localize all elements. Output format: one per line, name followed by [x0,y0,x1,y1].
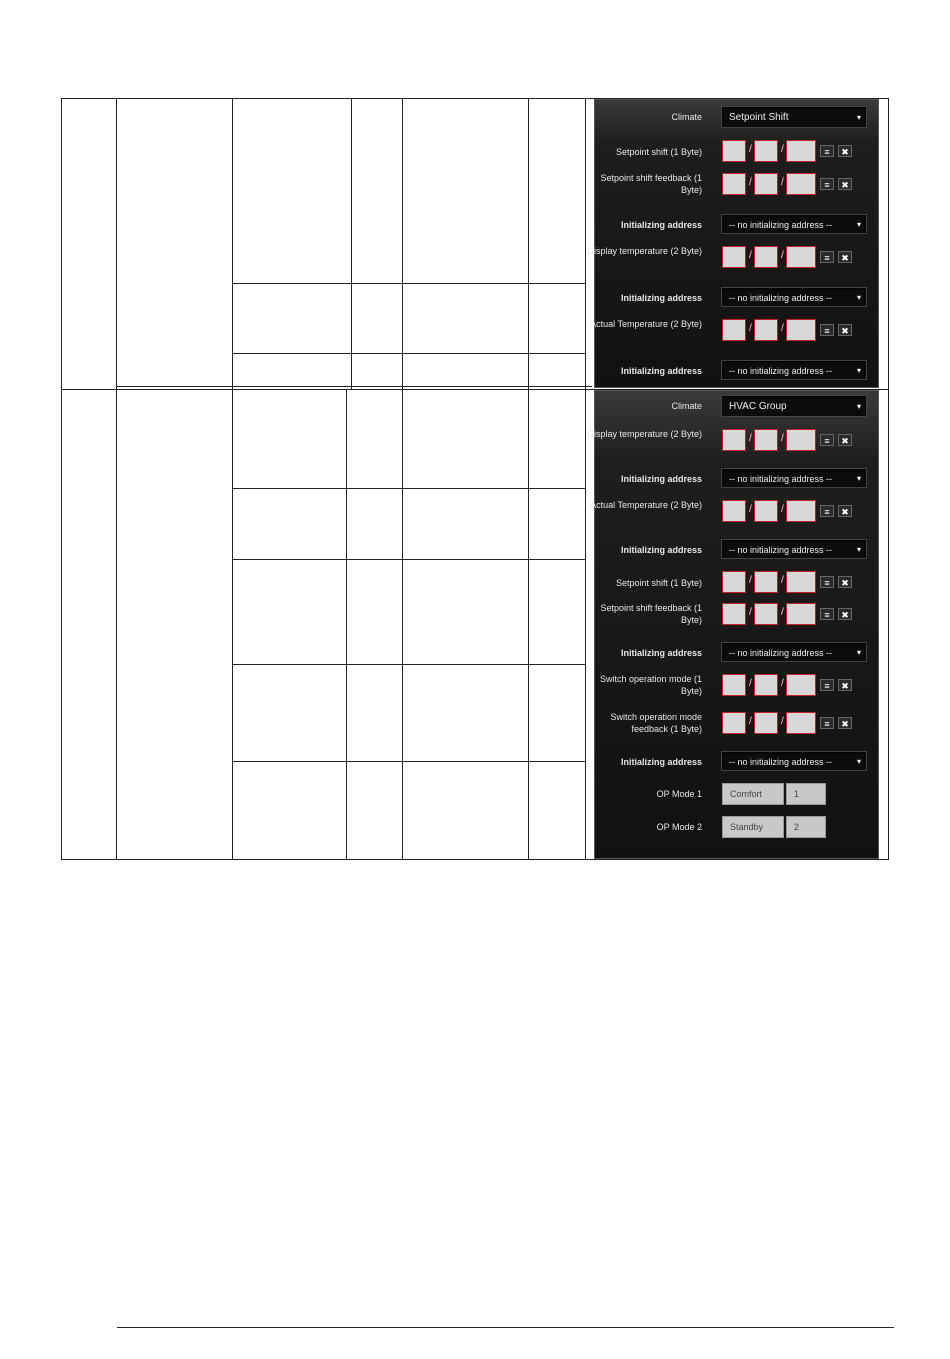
initializing-address-row [595,360,878,386]
list-icon[interactable]: ≡ [820,608,834,620]
footer-rule [117,1327,894,1328]
close-icon[interactable]: ✖ [838,679,852,691]
climate-settings-panel-hvac-group [587,390,879,859]
op-mode-row [595,816,878,842]
group-address-row [587,429,878,455]
close-icon[interactable]: ✖ [838,505,852,517]
group-address-row [590,500,878,526]
slash-separator: / [781,504,784,515]
select-value: -- no initializing address -- [729,757,833,767]
address-sub-group-input[interactable] [786,173,816,195]
address-sub-group-input[interactable] [786,674,816,696]
slash-separator: / [749,177,752,188]
row-label: Initializing address [620,474,702,484]
address-middle-group-input[interactable] [754,674,778,696]
climate-row [595,395,878,419]
group-address-row [590,319,878,345]
address-sub-group-input[interactable] [786,429,816,451]
address-main-group-input[interactable] [722,319,746,341]
row-label: OP Mode 2 [656,822,702,832]
group-address-row [595,674,878,700]
group-address-row [595,571,878,597]
address-sub-group-input[interactable] [786,603,816,625]
address-middle-group-input[interactable] [754,571,778,593]
chevron-down-icon: ▾ [856,402,861,411]
initializing-address-select[interactable] [721,360,867,380]
initializing-address-select[interactable] [721,214,867,234]
climate-select[interactable] [721,395,867,417]
address-middle-group-input[interactable] [754,140,778,162]
slash-separator: / [781,177,784,188]
address-middle-group-input[interactable] [754,246,778,268]
address-middle-group-input[interactable] [754,429,778,451]
chevron-down-icon: ▾ [856,293,861,302]
address-middle-group-input[interactable] [754,603,778,625]
op-mode-value-field[interactable]: 1 [786,783,826,805]
op-mode-name-field[interactable]: Standby [722,816,784,838]
chevron-down-icon: ▾ [856,757,861,766]
initializing-address-row [595,751,878,777]
select-value: -- no initializing address -- [729,220,833,230]
chevron-down-icon: ▾ [856,474,861,483]
initializing-address-select[interactable] [721,642,867,662]
slash-separator: / [781,250,784,261]
row-label: Initializing address [620,545,702,555]
initializing-address-select[interactable] [721,751,867,771]
select-value: -- no initializing address -- [729,366,833,376]
row-label: OP Mode 1 [656,789,702,799]
list-icon[interactable]: ≡ [820,178,834,190]
slash-separator: / [749,504,752,515]
address-sub-group-input[interactable] [786,246,816,268]
row-label: Setpoint shift feedback (1 Byte) [600,173,702,195]
row-label: Setpoint shift (1 Byte) [615,578,702,588]
slash-separator: / [749,144,752,155]
close-icon[interactable]: ✖ [838,145,852,157]
list-icon[interactable]: ≡ [820,251,834,263]
initializing-address-select[interactable] [721,539,867,559]
initializing-address-select[interactable] [721,468,867,488]
address-main-group-input[interactable] [722,429,746,451]
address-sub-group-input[interactable] [786,712,816,734]
address-sub-group-input[interactable] [786,500,816,522]
slash-separator: / [749,716,752,727]
climate-select-value: Setpoint Shift [729,112,789,123]
address-main-group-input[interactable] [722,603,746,625]
row-label: Actual Temperature (2 Byte) [590,319,702,329]
row-label: Switch operation mode (1 Byte) [599,674,702,696]
select-value: -- no initializing address -- [729,648,833,658]
select-value: -- no initializing address -- [729,545,833,555]
climate-settings-panel-setpoint-shift [587,99,879,388]
address-main-group-input[interactable] [722,571,746,593]
slash-separator: / [781,144,784,155]
close-icon[interactable]: ✖ [838,576,852,588]
climate-select[interactable] [721,106,867,128]
address-middle-group-input[interactable] [754,500,778,522]
row-label: Display temperature (2 Byte) [587,429,702,439]
list-icon[interactable]: ≡ [820,505,834,517]
chevron-down-icon: ▾ [856,366,861,375]
climate-row [595,106,878,130]
slash-separator: / [781,323,784,334]
chevron-down-icon: ▾ [856,113,861,122]
close-icon[interactable]: ✖ [838,434,852,446]
slash-separator: / [749,678,752,689]
list-icon[interactable]: ≡ [820,434,834,446]
close-icon[interactable]: ✖ [838,324,852,336]
address-main-group-input[interactable] [722,712,746,734]
close-icon[interactable]: ✖ [838,717,852,729]
group-address-row [587,246,878,272]
address-sub-group-input[interactable] [786,571,816,593]
slash-separator: / [749,250,752,261]
group-address-row [595,140,878,166]
climate-select-value: HVAC Group [729,401,787,412]
initializing-address-row [595,468,878,494]
address-middle-group-input[interactable] [754,173,778,195]
list-icon[interactable]: ≡ [820,717,834,729]
row-label: Initializing address [620,648,702,658]
row-label: Initializing address [620,293,702,303]
chevron-down-icon: ▾ [856,545,861,554]
chevron-down-icon: ▾ [856,220,861,229]
list-icon[interactable]: ≡ [820,679,834,691]
slash-separator: / [781,575,784,586]
group-address-row [595,173,878,199]
row-label: Initializing address [620,220,702,230]
address-main-group-input[interactable] [722,140,746,162]
list-icon[interactable]: ≡ [820,145,834,157]
row-label: Initializing address [620,757,702,767]
address-main-group-input[interactable] [722,500,746,522]
row-label: Setpoint shift (1 Byte) [615,147,702,157]
initializing-address-row [595,214,878,240]
select-value: -- no initializing address -- [729,474,833,484]
group-address-row [595,603,878,629]
climate-label: Climate [671,401,702,411]
select-value: -- no initializing address -- [729,293,833,303]
address-middle-group-input[interactable] [754,319,778,341]
slash-separator: / [781,433,784,444]
climate-label: Climate [671,112,702,122]
initializing-address-row [595,287,878,313]
group-address-row [595,712,878,738]
address-main-group-input[interactable] [722,173,746,195]
address-main-group-input[interactable] [722,674,746,696]
address-sub-group-input[interactable] [786,319,816,341]
slash-separator: / [749,433,752,444]
close-icon[interactable]: ✖ [838,178,852,190]
row-label: Initializing address [620,366,702,376]
slash-separator: / [749,323,752,334]
chevron-down-icon: ▾ [856,648,861,657]
slash-separator: / [749,607,752,618]
row-label: Switch operation mode feedback (1 Byte) [610,712,702,734]
slash-separator: / [781,678,784,689]
slash-separator: / [781,716,784,727]
op-mode-name-field[interactable]: Comfort [722,783,784,805]
list-icon[interactable]: ≡ [820,324,834,336]
initializing-address-row [595,642,878,668]
address-sub-group-input[interactable] [786,140,816,162]
close-icon[interactable]: ✖ [838,608,852,620]
row-label: Display temperature (2 Byte) [587,246,702,256]
address-middle-group-input[interactable] [754,712,778,734]
initializing-address-select[interactable] [721,287,867,307]
initializing-address-row [595,539,878,565]
op-mode-row [595,783,878,809]
op-mode-value-field[interactable]: 2 [786,816,826,838]
close-icon[interactable]: ✖ [838,251,852,263]
row-label: Actual Temperature (2 Byte) [590,500,702,510]
slash-separator: / [781,607,784,618]
row-label: Setpoint shift feedback (1 Byte) [600,603,702,625]
address-main-group-input[interactable] [722,246,746,268]
list-icon[interactable]: ≡ [820,576,834,588]
slash-separator: / [749,575,752,586]
